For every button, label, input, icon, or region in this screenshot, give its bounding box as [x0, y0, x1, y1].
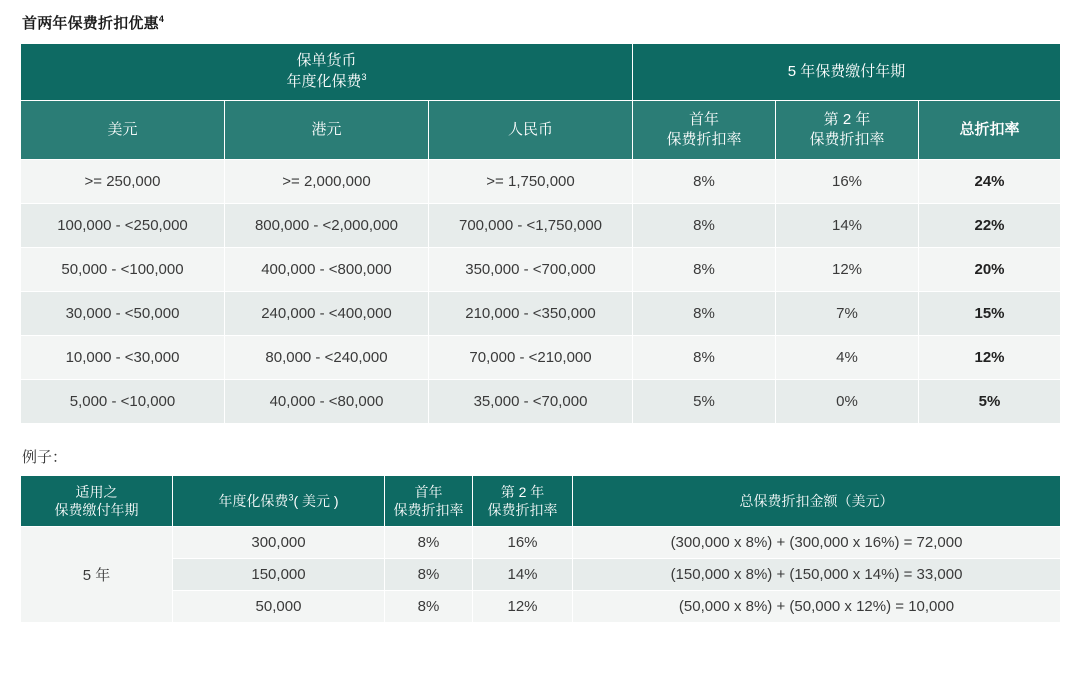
header-example-term: 适用之 保费缴付年期 [21, 476, 173, 527]
header-example-year1-discount: 首年 保费折扣率 [385, 476, 473, 527]
cell-cny: 35,000 - <70,000 [429, 380, 633, 424]
cell-total: 5% [919, 380, 1061, 424]
example-header-row [21, 476, 1061, 527]
cell-example-year1: 8% [385, 591, 473, 623]
page-title-footnote-marker: 4 [158, 14, 165, 24]
table-row [21, 248, 1061, 292]
table-header-row-group [21, 44, 1061, 101]
cell-hkd: 800,000 - <2,000,000 [225, 204, 429, 248]
cell-total: 12% [919, 336, 1061, 380]
cell-example-year2: 14% [473, 559, 573, 591]
cell-year2: 7% [776, 292, 919, 336]
cell-example-calc: (150,000 x 8%) + (150,000 x 14%) = 33,000 [573, 559, 1061, 591]
cell-total: 15% [919, 292, 1061, 336]
cell-usd: 5,000 - <10,000 [21, 380, 225, 424]
header-example-premium-footnote-marker: 3 [288, 492, 294, 503]
cell-year2: 4% [776, 336, 919, 380]
table-row [21, 591, 1061, 623]
cell-cny: 350,000 - <700,000 [429, 248, 633, 292]
cell-total: 22% [919, 204, 1061, 248]
header-currency-hkd: 港元 [225, 100, 429, 160]
cell-example-year1: 8% [385, 559, 473, 591]
table-row [21, 292, 1061, 336]
cell-year1: 8% [633, 292, 776, 336]
header-policy-currency-line2: 年度化保费$^3$ [286, 72, 367, 91]
table-header-row-columns [21, 100, 1061, 160]
cell-total: 24% [919, 160, 1061, 204]
example-table [20, 475, 1061, 623]
example-table-body [21, 527, 1061, 623]
table-row [21, 204, 1061, 248]
table-row [21, 380, 1061, 424]
header-payment-term: 5 年保费缴付年期 [633, 44, 1061, 101]
premium-discount-table [20, 43, 1061, 424]
example-label: 例子： [22, 449, 68, 466]
page-title-text: 首两年保费折扣优惠 [22, 15, 159, 32]
table-row [21, 527, 1061, 559]
cell-hkd: 240,000 - <400,000 [225, 292, 429, 336]
cell-example-year1: 8% [385, 527, 473, 559]
cell-year1: 8% [633, 160, 776, 204]
cell-usd: 30,000 - <50,000 [21, 292, 225, 336]
header-example-year2-discount: 第 2 年 保费折扣率 [473, 476, 573, 527]
header-year2-discount: 第 2 年 保费折扣率 [776, 100, 919, 160]
table-row [21, 336, 1061, 380]
header-example-annualized-premium: 年度化保费$^3$( 美元 ) [173, 476, 385, 527]
header-example-total-amount: 总保费折扣金额（美元） [573, 476, 1061, 527]
cell-cny: 70,000 - <210,000 [429, 336, 633, 380]
header-currency-cny: 人民币 [429, 100, 633, 160]
cell-hkd: >= 2,000,000 [225, 160, 429, 204]
premium-discount-table-head [21, 44, 1061, 160]
cell-year1: 8% [633, 336, 776, 380]
cell-example-calc: (50,000 x 8%) + (50,000 x 12%) = 10,000 [573, 591, 1061, 623]
cell-usd: 10,000 - <30,000 [21, 336, 225, 380]
cell-year2: 16% [776, 160, 919, 204]
cell-year2: 12% [776, 248, 919, 292]
cell-usd: >= 250,000 [21, 160, 225, 204]
cell-example-year2: 16% [473, 527, 573, 559]
cell-example-year2: 12% [473, 591, 573, 623]
cell-example-term: 5 年 [21, 527, 173, 623]
cell-example-premium: 50,000 [173, 591, 385, 623]
cell-year1: 8% [633, 204, 776, 248]
cell-hkd: 400,000 - <800,000 [225, 248, 429, 292]
header-annualized-premium-footnote-marker: 3 [361, 72, 367, 83]
cell-cny: >= 1,750,000 [429, 160, 633, 204]
table-row [21, 160, 1061, 204]
header-policy-currency [21, 44, 633, 101]
header-total-discount: 总折扣率 [919, 100, 1061, 160]
premium-discount-table-body [21, 160, 1061, 424]
header-policy-currency-line1: 保单货币 [296, 52, 357, 69]
cell-year1: 8% [633, 248, 776, 292]
cell-year2: 14% [776, 204, 919, 248]
cell-hkd: 40,000 - <80,000 [225, 380, 429, 424]
cell-hkd: 80,000 - <240,000 [225, 336, 429, 380]
cell-cny: 700,000 - <1,750,000 [429, 204, 633, 248]
cell-usd: 100,000 - <250,000 [21, 204, 225, 248]
cell-cny: 210,000 - <350,000 [429, 292, 633, 336]
cell-usd: 50,000 - <100,000 [21, 248, 225, 292]
cell-year1: 5% [633, 380, 776, 424]
cell-total: 20% [919, 248, 1061, 292]
header-year1-discount: 首年 保费折扣率 [633, 100, 776, 160]
example-table-head [21, 476, 1061, 527]
table-row [21, 559, 1061, 591]
header-currency-usd: 美元 [21, 100, 225, 160]
cell-year2: 0% [776, 380, 919, 424]
cell-example-premium: 150,000 [173, 559, 385, 591]
cell-example-calc: (300,000 x 8%) + (300,000 x 16%) = 72,000 [573, 527, 1061, 559]
page-title [22, 12, 1060, 33]
cell-example-premium: 300,000 [173, 527, 385, 559]
